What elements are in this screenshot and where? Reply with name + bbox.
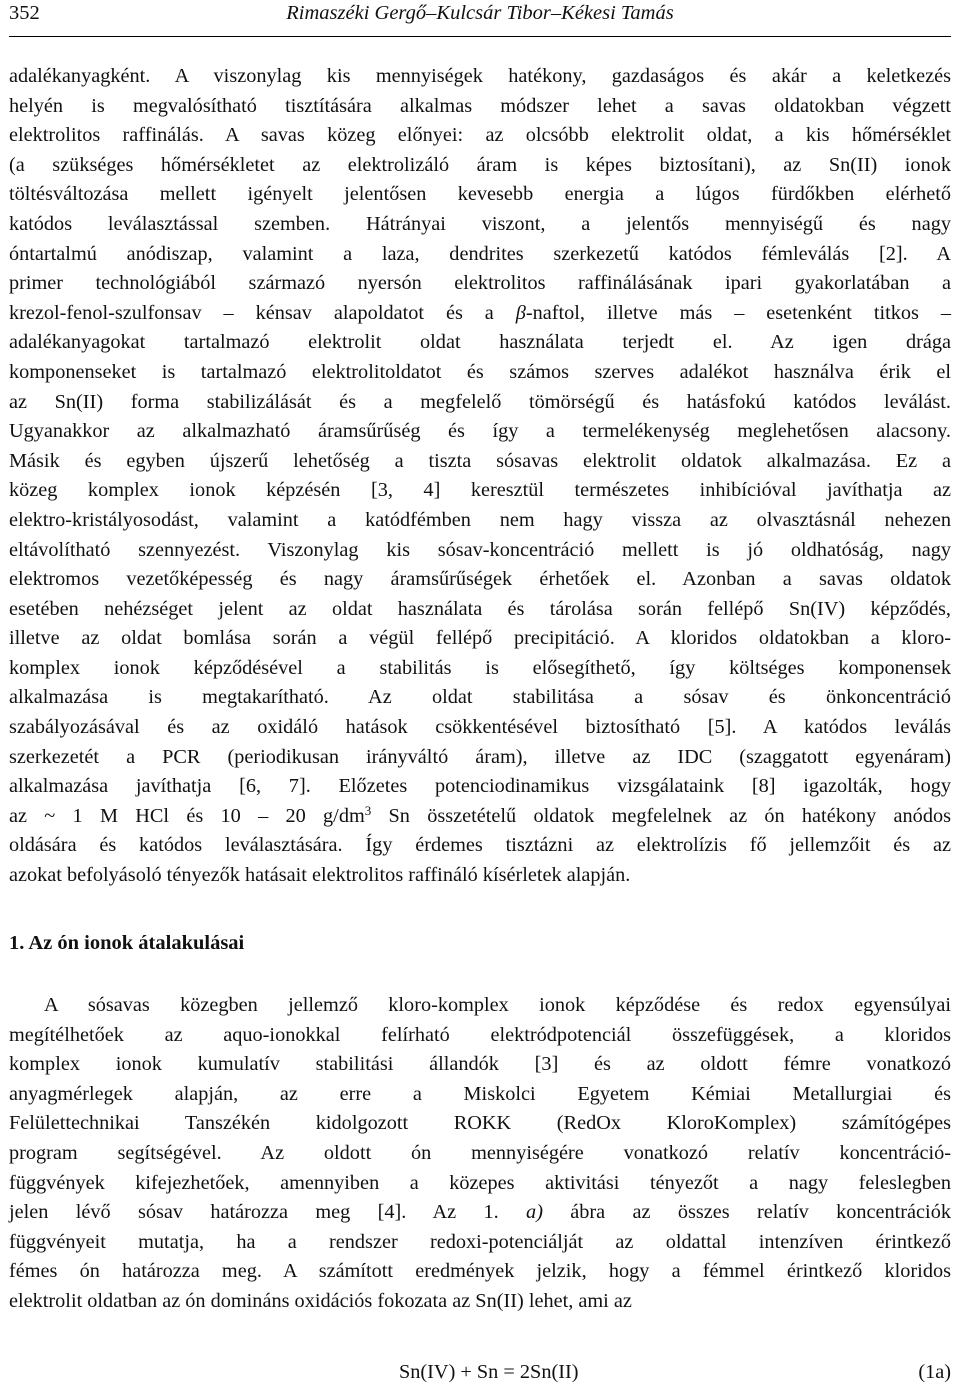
text-line xyxy=(9,1139,951,1169)
text-line xyxy=(9,713,951,743)
text-run: a) xyxy=(526,1201,543,1224)
text-run: oldására és katódos leválasztására. Így érdemes tisztázni az elektrolízis fő jellemzőit és az xyxy=(9,834,951,857)
text-run: azokat befolyásoló tényezők hatásait elektrolitos raffináló kísérletek alapján. xyxy=(9,864,631,887)
text-line xyxy=(9,1287,951,1317)
text-line xyxy=(9,1198,951,1228)
page-number: 352 xyxy=(9,2,40,24)
text-line xyxy=(9,861,951,891)
text-line xyxy=(9,269,951,299)
text-line xyxy=(9,683,951,713)
text-line xyxy=(9,476,951,506)
text-run: ábra az összes relatív koncentrációk xyxy=(542,1201,951,1224)
text-line xyxy=(9,654,951,684)
text-run: primer technológiából származó nyersón elektrolitos raffinálásának ipari gyakorlatában a xyxy=(9,272,951,295)
text-line xyxy=(9,991,951,1021)
text-run: 3 xyxy=(364,802,372,818)
text-line xyxy=(9,62,951,92)
text-line xyxy=(9,1080,951,1110)
text-line xyxy=(9,802,951,832)
text-run: program segítségével. Az oldott ón mennyiségére vonatkozó relatív koncentráció- xyxy=(9,1141,951,1164)
text-run: óntartalmú anódiszap, valamint a laza, dendrites szerkezetű katódos fémleválás [2]. A xyxy=(9,242,951,265)
text-line xyxy=(9,388,951,418)
text-run: helyén is megvalósítható tisztítására alkalmas módszer lehet a savas oldatokban végzett xyxy=(9,94,951,117)
text-run: alkalmazása javíthatja [6, 7]. Előzetes potenciodinamikus vizsgálataink [8] igazolták, hogy xyxy=(9,775,951,798)
text-run: adalékanyagokat tartalmazó elektrolit oldat használata terjedt el. Az igen drága xyxy=(9,331,951,354)
text-run: Sn összetételű oldatok megfelelnek az ón hatékony anódos xyxy=(371,804,951,827)
text-run: megítélhetőek az aquo-ionokkal felírható elektródpotenciál összefüggések, a kloridos xyxy=(9,1023,951,1046)
text-line xyxy=(9,328,951,358)
text-run: Ugyanakkor az alkalmazható áramsűrűség és így a termelékenység meglehetősen alacsony. xyxy=(9,420,951,443)
text-line xyxy=(9,299,951,329)
section-heading: 1. Az ón ionok átalakulásai xyxy=(9,932,245,954)
text-line xyxy=(9,595,951,625)
text-line xyxy=(9,121,951,151)
text-line xyxy=(9,772,951,802)
text-run: anyagmérlegek alapján, az erre a Miskolci Egyetem Kémiai Metallurgiai és xyxy=(9,1082,951,1105)
text-run: töltésváltozása mellett igényelt jelentősen kevesebb energia a lúgos fürdőkben elérhető xyxy=(9,183,951,206)
text-run: illetve az oldat bomlása során a végül fellépő precipitáció. A kloridos oldatokban a kloro- xyxy=(9,627,951,650)
text-run: függvények kifejezhetőek, amennyiben a közepes aktivitási tényezőt a nagy feleslegben xyxy=(9,1171,951,1194)
text-line xyxy=(9,506,951,536)
text-line xyxy=(9,240,951,270)
text-run: krezol-fenol-szulfonsav – kénsav alapoldatot és a xyxy=(9,301,516,324)
text-run: komplex ionok képződésével a stabilitás is elősegíthető, így költséges komponensek xyxy=(9,656,951,679)
text-line xyxy=(9,536,951,566)
text-line xyxy=(9,1169,951,1199)
text-line xyxy=(9,624,951,654)
equation-number: (1a) xyxy=(918,1361,951,1383)
text-run: alkalmazása is megtakarítható. Az oldat stabilitása a sósav és önkoncentráció xyxy=(9,686,951,709)
text-run: -naftol, illetve más – esetenként titkos – xyxy=(525,301,951,324)
text-line xyxy=(9,831,951,861)
text-line xyxy=(9,417,951,447)
text-run: adalékanyagként. A viszonylag kis mennyiségek hatékony, gazdaságos és akár a keletkezés xyxy=(9,65,951,87)
text-run: elektrolit oldatban az ón domináns oxidációs fokozata az Sn(II) lehet, ami az xyxy=(9,1289,632,1312)
text-run: közeg komplex ionok képzésén [3, 4] keresztül természetes inhibícióval javíthatja az xyxy=(9,479,951,502)
text-line xyxy=(9,151,951,181)
text-run: szabályozásával és az oxidáló hatások csökkentésével biztosítható [5]. A katódos leválás xyxy=(9,716,951,739)
text-line xyxy=(9,565,951,595)
equation-text: Sn(IV) + Sn = 2Sn(II) xyxy=(399,1361,579,1383)
text-run: Felülettechnikai Tanszékén kidolgozott ROKK (RedOx KloroKomplex) számítógépes xyxy=(9,1112,951,1135)
text-run: A sósavas közegben jellemző kloro-komplex ionok képződése és redox egyensúlyai xyxy=(44,994,951,1016)
running-head-authors: Rimaszéki Gergő–Kulcsár Tibor–Kékesi Tamás xyxy=(286,2,674,24)
text-line xyxy=(9,743,951,773)
text-run: elektromos vezetőképesség és nagy áramsűrűségek érhetőek el. Azonban a savas oldatok xyxy=(9,568,951,591)
text-run: β xyxy=(515,301,526,324)
text-run: komplex ionok kumulatív stabilitási állandók [3] és az oldott fémre vonatkozó xyxy=(9,1053,951,1076)
text-run: fémes ón határozza meg. A számított eredmények jelzik, hogy a fémmel érintkező kloridos xyxy=(9,1260,951,1283)
page-header xyxy=(9,0,951,37)
body-paragraph-1 xyxy=(9,62,951,891)
text-run: jelen lévő sósav határozza meg [4]. Az 1. xyxy=(9,1201,527,1224)
text-line xyxy=(9,1050,951,1080)
text-line xyxy=(9,358,951,388)
text-line xyxy=(9,210,951,240)
text-line xyxy=(9,180,951,210)
text-run: az Sn(II) forma stabilizálását és a megfelelő tömörségű és hatásfokú katódos leválást. xyxy=(9,390,951,413)
text-line xyxy=(9,447,951,477)
text-line xyxy=(9,1228,951,1258)
text-line xyxy=(9,1021,951,1051)
text-run: Másik és egyben újszerű lehetőség a tiszta sósavas elektrolit oldatok alkalmazása. Ez a xyxy=(9,449,951,472)
text-run: elektrolitos raffinálás. A savas közeg előnyei: az olcsóbb elektrolit oldat, a kis hőmérséklet xyxy=(9,124,951,147)
text-run: az ~ 1 M HCl és 10 – 20 g/dm xyxy=(9,804,365,827)
text-run: szerkezetét a PCR (periodikusan irányváltó áram), illetve az IDC (szaggatott egyenáram) xyxy=(9,745,951,768)
text-run: katódos leválasztással szemben. Hátrányai viszont, a jelentős mennyiségű és nagy xyxy=(9,212,951,235)
text-run: elektro-kristályosodást, valamint a katódfémben nem hagy vissza az olvasztásnál nehezen xyxy=(9,508,951,531)
text-run: komponenseket is tartalmazó elektrolitoldatot és számos szerves adalékot használva érik el xyxy=(9,360,951,383)
text-run: eltávolítható szennyezést. Viszonylag kis sósav-koncentráció mellett is jó oldhatóság, nagy xyxy=(9,538,951,561)
text-run: függvényeit mutatja, ha a rendszer redoxi-potenciálját az oldattal intenzíven érintkező xyxy=(9,1230,951,1253)
text-run: (a szükséges hőmérsékletet az elektrolizáló áram is képes biztosítani), az Sn(II) ionok xyxy=(9,153,951,176)
text-line xyxy=(9,92,951,122)
text-line xyxy=(9,1257,951,1287)
body-paragraph-2 xyxy=(9,991,951,1317)
text-run: esetében nehézséget jelent az oldat használata és tárolása során fellépő Sn(IV) képződés, xyxy=(9,597,951,620)
text-line xyxy=(9,1109,951,1139)
